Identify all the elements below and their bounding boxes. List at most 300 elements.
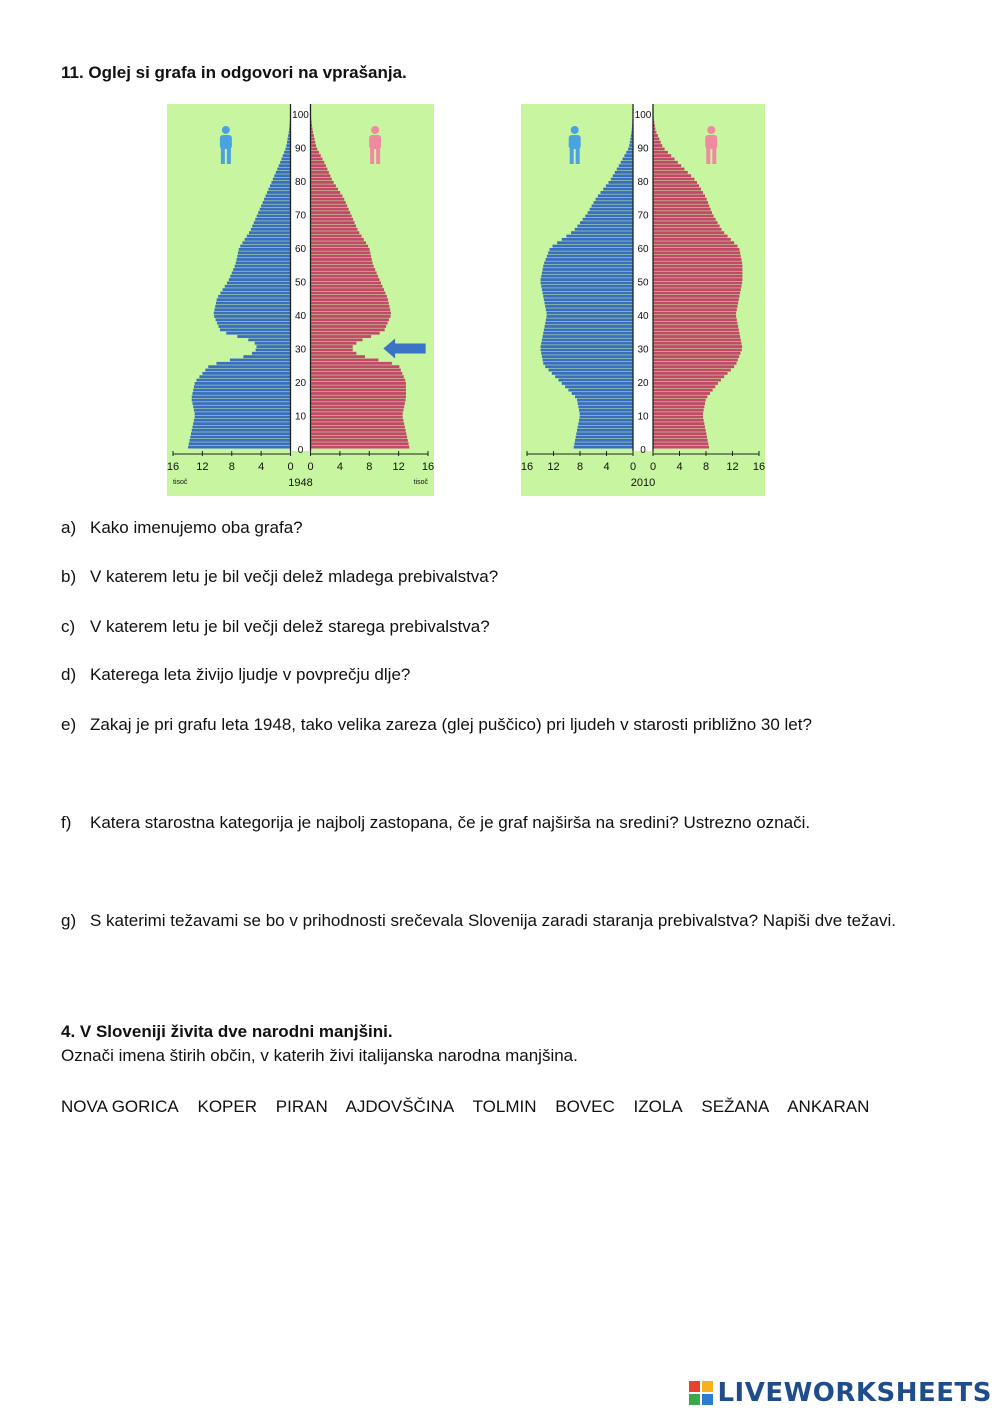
female-bar: [653, 215, 714, 218]
male-bar: [256, 349, 291, 352]
male-bar: [611, 178, 633, 181]
female-bar: [653, 308, 737, 311]
male-bar: [284, 151, 290, 154]
male-bar: [219, 325, 291, 328]
male-bar: [575, 395, 633, 398]
female-bar: [653, 355, 739, 358]
female-bar: [311, 261, 373, 264]
female-bar: [653, 201, 708, 204]
logo-block: [702, 1381, 713, 1392]
male-bar: [574, 442, 633, 445]
female-bar: [653, 251, 740, 254]
female-bars: [311, 117, 410, 448]
female-bar: [311, 241, 366, 244]
male-bar: [617, 168, 633, 171]
female-bar: [653, 362, 736, 365]
female-bar: [653, 399, 706, 402]
male-bar: [258, 211, 290, 214]
age-tick-label: 60: [637, 244, 649, 255]
female-bar: [653, 141, 661, 144]
female-bar: [311, 305, 390, 308]
female-bar: [653, 221, 718, 224]
x-tick-label: 4: [676, 461, 683, 473]
town-option[interactable]: TOLMIN: [472, 1097, 537, 1116]
female-bar: [653, 184, 699, 187]
female-bar: [653, 402, 705, 405]
question-letter: b): [61, 567, 77, 586]
arrow-left-icon: [383, 339, 425, 359]
female-bar: [311, 412, 403, 415]
male-bar: [623, 158, 633, 161]
female-bar: [653, 292, 740, 295]
age-tick-label: 0: [297, 445, 304, 456]
x-tick-label: 12: [392, 461, 405, 473]
male-bar: [226, 332, 290, 335]
female-bar: [653, 171, 688, 174]
male-bar: [543, 332, 633, 335]
age-tick-label: 20: [637, 378, 649, 389]
age-tick-label: 10: [294, 411, 307, 423]
female-bar: [653, 181, 697, 184]
male-bar: [543, 362, 633, 365]
male-bar: [580, 416, 633, 419]
town-option[interactable]: KOPER: [197, 1097, 258, 1116]
male-bar: [549, 369, 633, 372]
female-bar: [311, 392, 406, 395]
age-tick-label: 30: [294, 344, 307, 356]
female-bar: [311, 325, 387, 328]
female-bar: [653, 144, 662, 147]
male-bar: [192, 399, 291, 402]
female-bar: [311, 144, 317, 147]
question-text: S katerimi težavami se bo v prihodnosti srečevala Slovenija zaradi staranja prebivalstva? Napiši dve težavi.: [90, 911, 896, 930]
female-bar: [311, 432, 407, 435]
male-bar: [199, 375, 290, 378]
female-bar: [311, 355, 365, 358]
male-bar: [545, 322, 633, 325]
male-bar: [601, 191, 633, 194]
female-bar: [311, 191, 341, 194]
female-bar: [311, 302, 389, 305]
question-letter: f): [61, 813, 72, 832]
female-bar: [653, 359, 738, 362]
male-bar: [544, 328, 633, 331]
question-letter: e): [61, 715, 77, 734]
male-bar: [575, 228, 633, 231]
female-bar: [653, 164, 681, 167]
male-bar: [233, 268, 290, 271]
female-bar: [311, 375, 404, 378]
pyramid-chart-2010: [521, 104, 765, 496]
year-label: 2010: [630, 477, 656, 489]
male-bar: [577, 399, 633, 402]
female-bar: [311, 416, 403, 419]
male-bar: [279, 164, 291, 167]
male-bar: [254, 221, 291, 224]
town-option[interactable]: ANKARAN: [787, 1097, 870, 1116]
male-bar: [550, 248, 633, 251]
male-bar: [195, 412, 291, 415]
female-bar: [311, 168, 328, 171]
female-bar: [653, 198, 707, 201]
question-b: [61, 567, 910, 587]
male-bar: [545, 305, 633, 308]
male-bar: [281, 158, 290, 161]
male-bar: [579, 419, 633, 422]
female-bar: [311, 342, 357, 345]
male-bars: [188, 117, 290, 448]
male-bar: [270, 184, 291, 187]
male-bar: [208, 365, 290, 368]
male-bar: [230, 275, 290, 278]
female-bar: [311, 251, 371, 254]
male-bar: [565, 385, 633, 388]
male-bar: [192, 429, 291, 432]
male-bar: [237, 255, 290, 258]
female-bar: [653, 416, 703, 419]
town-option[interactable]: NOVA GORICA: [61, 1097, 179, 1116]
female-bar: [653, 268, 742, 271]
male-bar: [273, 178, 291, 181]
male-bar: [544, 261, 633, 264]
x-tick-label: 4: [336, 461, 343, 473]
male-bar: [227, 282, 291, 285]
female-bar: [653, 345, 742, 348]
male-bar: [192, 395, 291, 398]
male-bar: [576, 436, 633, 439]
female-bar: [311, 204, 348, 207]
female-bar: [653, 315, 736, 318]
female-bar: [653, 432, 706, 435]
female-bar: [311, 218, 354, 221]
male-bar: [543, 359, 633, 362]
female-bar: [653, 405, 704, 408]
pyramid-1948-svg: [167, 104, 434, 496]
female-bar: [653, 261, 742, 264]
male-bar: [562, 238, 633, 241]
age-tick-label: 60: [294, 244, 307, 255]
female-bar: [311, 235, 362, 238]
male-bar: [223, 288, 291, 291]
male-bar: [580, 221, 633, 224]
female-bar: [653, 245, 737, 248]
female-bar: [653, 409, 704, 412]
female-bar: [653, 191, 703, 194]
male-bar: [192, 426, 290, 429]
female-bar: [653, 439, 708, 442]
female-bar: [311, 308, 391, 311]
female-bar: [653, 325, 738, 328]
town-option[interactable]: IZOLA: [633, 1097, 683, 1116]
female-bar: [311, 231, 360, 234]
male-bar: [193, 389, 290, 392]
female-bar: [311, 282, 382, 285]
female-bar: [653, 225, 720, 228]
male-bar: [232, 271, 291, 274]
age-tick-label: 50: [637, 277, 649, 289]
female-bar: [653, 208, 711, 211]
male-bar: [598, 194, 633, 197]
female-bar: [653, 338, 741, 341]
female-bar: [653, 322, 737, 325]
female-bar: [653, 228, 722, 231]
question-a: [61, 518, 910, 538]
male-bar: [220, 292, 290, 295]
male-bar: [202, 372, 290, 375]
logo-block: [702, 1394, 713, 1405]
female-bar: [653, 305, 737, 308]
town-option[interactable]: PIRAN: [275, 1097, 328, 1116]
female-bar: [311, 318, 390, 321]
male-bar: [257, 215, 291, 218]
female-bar: [311, 265, 374, 268]
female-bar: [311, 198, 345, 201]
male-bar: [263, 201, 291, 204]
female-bar: [311, 178, 332, 181]
female-bar: [311, 161, 325, 164]
male-bar: [562, 382, 633, 385]
male-bar: [245, 238, 291, 241]
female-bar: [311, 352, 357, 355]
question-c: [61, 617, 910, 637]
male-bar: [190, 436, 290, 439]
x-tick-label: 16: [167, 461, 180, 473]
female-bar: [311, 141, 316, 144]
male-bar: [283, 154, 291, 157]
male-bars: [541, 117, 633, 448]
town-option[interactable]: BOVEC: [555, 1097, 615, 1116]
male-bar: [596, 198, 633, 201]
male-bar: [214, 315, 290, 318]
male-bar: [541, 352, 633, 355]
male-bar: [577, 225, 633, 228]
female-bar: [311, 285, 383, 288]
male-bar: [217, 298, 291, 301]
female-bar: [311, 271, 377, 274]
female-bar: [311, 405, 405, 408]
age-tick-label: 80: [637, 177, 649, 188]
female-bar: [311, 245, 369, 248]
male-bar: [271, 181, 290, 184]
x-tick-label: 16: [421, 461, 434, 473]
x-tick-label: 4: [603, 461, 610, 473]
male-bar: [541, 278, 633, 281]
female-bar: [311, 194, 343, 197]
female-bar: [311, 429, 406, 432]
pyramid-chart-1948: [167, 104, 434, 496]
female-bar: [311, 369, 401, 372]
male-bar: [188, 446, 290, 449]
question-f: [61, 813, 910, 833]
female-bar: [311, 422, 405, 425]
male-bar: [578, 402, 633, 405]
age-tick-label: 70: [294, 210, 307, 222]
question-text: Katera starostna kategorija je najbolj zastopana, če je graf najširša na sredini? Ustrezno označi.: [90, 813, 811, 832]
female-bar: [653, 395, 707, 398]
age-tick-label: 90: [637, 143, 649, 155]
male-bar: [192, 392, 290, 395]
female-bar: [311, 151, 320, 154]
x-tick-label: 8: [702, 461, 710, 473]
age-tick-label: 70: [637, 210, 649, 222]
male-bar: [193, 422, 290, 425]
female-bar: [653, 419, 704, 422]
female-bar: [653, 365, 734, 368]
female-bar: [653, 442, 708, 445]
question-letter: d): [61, 665, 77, 684]
male-bar: [574, 446, 633, 449]
unit-label-right: tisoč: [413, 479, 428, 486]
male-bar: [542, 338, 633, 341]
female-bar: [311, 365, 400, 368]
male-bar: [225, 285, 291, 288]
male-bar: [546, 308, 633, 311]
x-tick-label: 4: [258, 461, 265, 473]
question-text: Zakaj je pri grafu leta 1948, tako velika zareza (glej puščico) pri ljudeh v starosti približno 30 let?: [90, 715, 812, 734]
male-bar: [541, 285, 633, 288]
female-bar: [311, 278, 380, 281]
question-letter: c): [61, 617, 76, 636]
male-bar: [575, 439, 633, 442]
female-bar: [311, 312, 391, 315]
male-bar: [230, 359, 291, 362]
female-bar: [653, 178, 694, 181]
female-bar: [311, 221, 355, 224]
question-text: Katerega leta živijo ljudje v povprečju dlje?: [90, 665, 411, 684]
female-bar: [311, 395, 406, 398]
female-bar: [311, 208, 349, 211]
age-tick-label: 90: [294, 143, 307, 155]
male-bar: [194, 385, 291, 388]
male-bar: [624, 154, 633, 157]
female-bar: [653, 446, 709, 449]
town-option[interactable]: SEŽANA: [701, 1097, 770, 1116]
logo-blocks-icon: [689, 1381, 713, 1405]
male-bar: [266, 194, 291, 197]
female-bar: [311, 349, 353, 352]
female-bars: [653, 117, 742, 448]
female-bar: [653, 218, 716, 221]
question-g: [61, 902, 910, 939]
female-bar: [311, 292, 386, 295]
female-bar: [311, 359, 379, 362]
female-bar: [653, 332, 739, 335]
male-bar: [255, 342, 291, 345]
female-bar: [653, 335, 740, 338]
logo-block: [689, 1381, 700, 1392]
town-list: [61, 1097, 883, 1117]
female-bar: [311, 171, 329, 174]
age-tick-label: 80: [294, 177, 307, 188]
female-bar: [653, 328, 739, 331]
male-bar: [214, 312, 291, 315]
female-bar: [653, 298, 739, 301]
female-bar: [311, 362, 392, 365]
female-bar: [653, 285, 741, 288]
male-bar: [615, 171, 633, 174]
female-bar: [653, 312, 736, 315]
age-tick-label: 50: [294, 277, 307, 289]
male-bar: [192, 402, 290, 405]
task-4-instruction: Označi imena štirih občin, v katerih živi italijanska narodna manjšina.: [61, 1046, 578, 1065]
female-bar: [653, 429, 706, 432]
x-tick-label: 8: [228, 461, 235, 473]
female-bar: [311, 201, 346, 204]
male-bar: [546, 318, 633, 321]
female-bar: [653, 385, 715, 388]
female-bar: [311, 419, 404, 422]
female-person-icon: [705, 126, 717, 164]
male-bar: [242, 241, 290, 244]
x-tick-label: 8: [576, 461, 584, 473]
female-bar: [311, 288, 384, 291]
female-bar: [653, 154, 671, 157]
female-bar: [653, 235, 728, 238]
male-bar: [191, 432, 291, 435]
x-tick-label: 8: [366, 461, 373, 473]
female-bar: [311, 238, 364, 241]
male-bar: [545, 325, 633, 328]
female-bar: [653, 258, 741, 261]
male-bar: [583, 218, 633, 221]
male-bar: [547, 255, 633, 258]
male-bar: [588, 211, 633, 214]
female-bar: [311, 328, 385, 331]
male-bar: [218, 295, 290, 298]
male-bar: [237, 258, 291, 261]
task-4-heading: 4. V Sloveniji živita dve narodni manjšini.: [61, 1022, 393, 1041]
male-bar: [252, 225, 290, 228]
female-bar: [653, 375, 724, 378]
male-bar: [217, 322, 290, 325]
female-bar: [311, 148, 318, 151]
question-text: Kako imenujemo oba grafa?: [90, 518, 303, 537]
female-bar: [653, 248, 739, 251]
female-bar: [311, 315, 391, 318]
male-bar: [592, 204, 633, 207]
female-bar: [311, 446, 410, 449]
female-bar: [653, 422, 704, 425]
male-bar: [277, 168, 290, 171]
male-bar: [249, 231, 290, 234]
male-bar: [195, 416, 291, 419]
male-bar: [236, 261, 291, 264]
town-option[interactable]: AJDOVŠČINA: [345, 1097, 455, 1116]
male-bar: [214, 308, 290, 311]
x-tick-label: 16: [521, 461, 534, 473]
female-bar: [311, 389, 406, 392]
male-bar: [541, 282, 633, 285]
female-bar: [653, 342, 741, 345]
female-bar: [653, 271, 742, 274]
male-bar: [541, 275, 633, 278]
female-bar: [311, 335, 372, 338]
female-bar: [311, 298, 388, 301]
female-bar: [653, 151, 668, 154]
female-bar: [653, 436, 707, 439]
female-bar: [311, 211, 351, 214]
age-tick-label: 10: [637, 411, 649, 423]
male-bar: [585, 215, 633, 218]
male-bar: [543, 295, 633, 298]
male-bar: [542, 288, 633, 291]
age-tick-label: 40: [294, 311, 307, 322]
task-11-heading: 11. Oglej si grafa in odgovori na vprašanja.: [61, 63, 407, 82]
female-bar: [653, 288, 741, 291]
female-bar: [311, 228, 358, 231]
question-text: V katerem letu je bil večji delež starega prebivalstva?: [90, 617, 490, 636]
female-bar: [653, 372, 728, 375]
